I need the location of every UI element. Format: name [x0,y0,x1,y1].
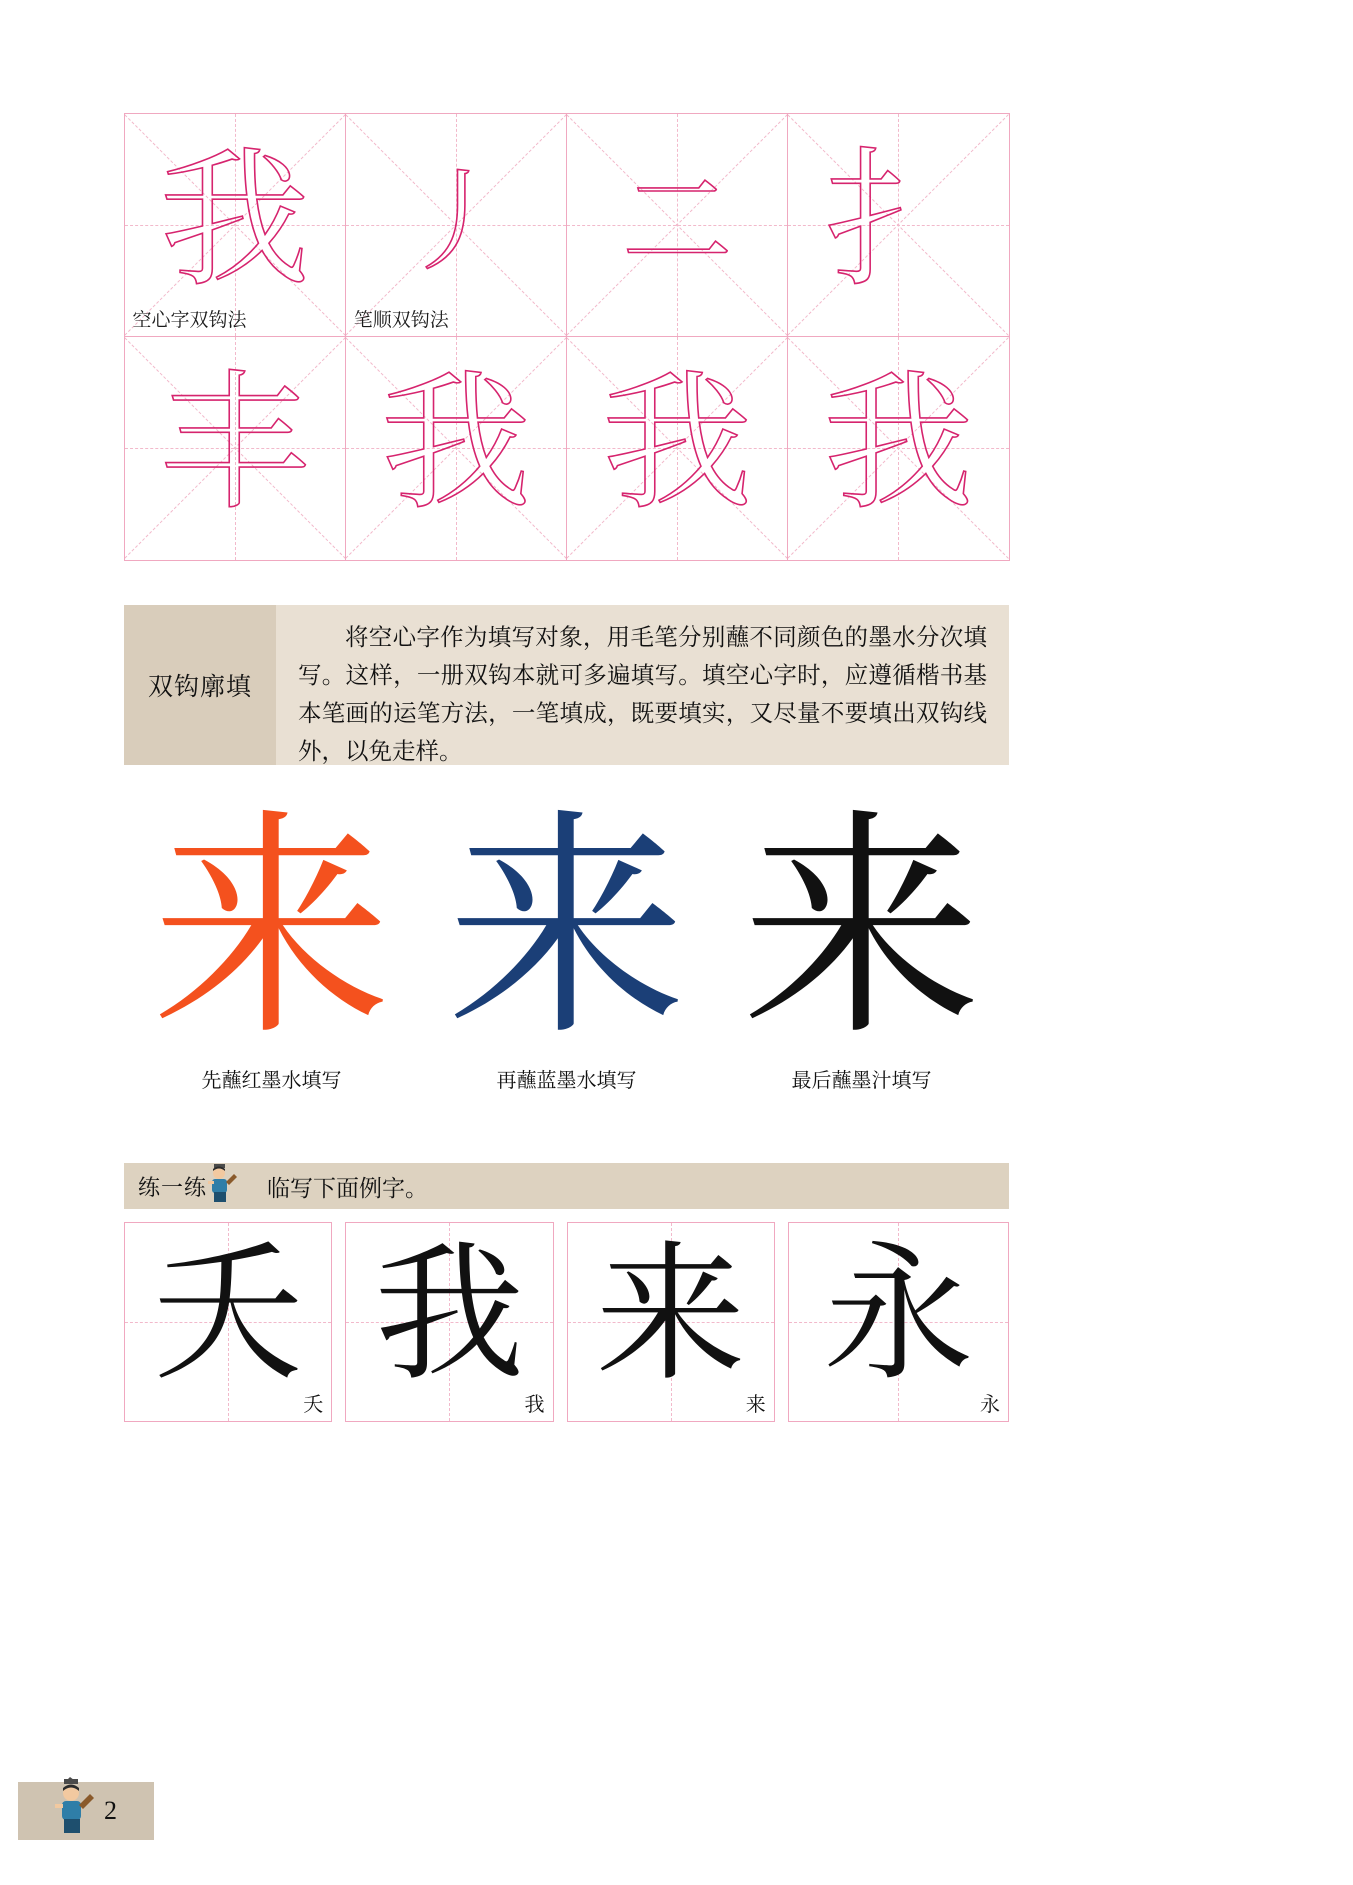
color-demo-item [124,797,419,1120]
practice-grid [124,1222,1009,1422]
hollow-glyph: 二 [622,161,733,284]
demo-caption-blue: 再蘸蓝墨水填写 [496,1070,637,1092]
practice-corner-label: 永 [980,1394,1000,1416]
cell-caption-hollow-method: 空心字双钩法 [132,310,247,331]
hollow-glyph: 我 [380,362,531,529]
page-number: 2 [104,1796,117,1825]
grid-cell [124,113,346,338]
explanation-label: 双钩廓填 [124,605,276,765]
demo-caption-red: 先蘸红墨水填写 [201,1070,342,1092]
double-hook-grid [124,113,1009,560]
practice-cell [124,1222,332,1422]
hollow-glyph: 我 [159,138,310,305]
grid-cell [124,336,346,561]
demo-caption-black: 最后蘸墨汁填写 [791,1070,932,1092]
grid-cell [345,336,567,561]
practice-cell [345,1222,553,1422]
explanation-band [124,605,1009,765]
practice-label: 练一练 [138,1174,208,1200]
practice-instruction: 临写下面例字。 [267,1175,429,1201]
mascot-icon [203,1161,237,1205]
color-fill-demo-row [124,797,1009,1120]
grid-cell [787,336,1009,561]
practice-corner-label: 来 [745,1394,766,1416]
practice-cell [788,1222,1009,1422]
practice-glyph: 我 [374,1233,525,1399]
demo-glyph-red: 来 [151,797,392,1063]
color-demo-item [714,797,1009,1120]
color-demo-item [419,797,714,1120]
practice-corner-label: 我 [524,1394,545,1416]
page-footer [18,1782,154,1840]
hollow-glyph: 丰 [159,362,310,529]
cell-caption-stroke-order-method: 笔顺双钩法 [353,310,449,331]
practice-corner-label: 夭 [303,1394,324,1416]
grid-cell [345,113,567,338]
practice-glyph: 来 [595,1233,746,1399]
hollow-glyph: 我 [823,362,974,529]
grid-cell [566,113,788,338]
hollow-glyph: 我 [602,362,753,529]
practice-band [124,1163,1009,1209]
practice-cell [567,1222,775,1422]
grid-cell [787,113,1009,338]
footer-mascot-icon [46,1777,98,1833]
hollow-glyph: 丿 [400,161,511,284]
grid-cell [566,336,788,561]
practice-glyph: 永 [823,1233,974,1399]
explanation-text: 将空心字作为填写对象，用毛笔分别蘸不同颜色的墨水分次填写。这样，一册双钩本就可多遍填写。填空心字时，应遵循楷书基本笔画的运笔方法，一笔填成，既要填实，又尽量不要填出双钩线外，以免走样。 [298,625,987,766]
demo-glyph-blue: 来 [446,797,687,1063]
demo-glyph-black: 来 [741,797,982,1063]
practice-label-group [124,1164,237,1208]
practice-glyph: 夭 [153,1233,304,1399]
hollow-glyph: 扌 [823,138,974,305]
